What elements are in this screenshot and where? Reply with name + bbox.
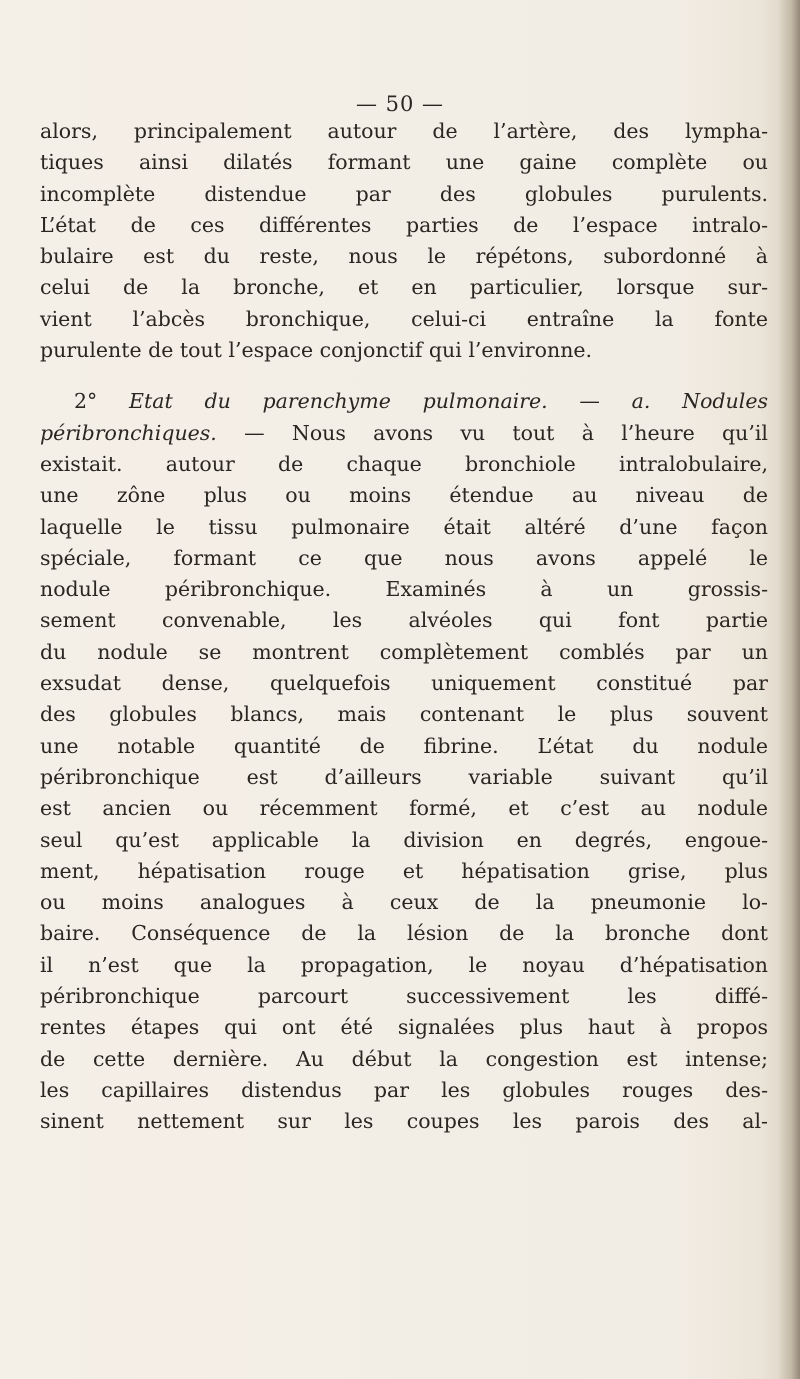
text-line: celui de la bronche, et en particulier, lorsque sur- [40,275,768,300]
subsection-title: a. Nodules [631,389,768,414]
text-line [40,418,768,449]
page-edge-shadow [778,0,800,1379]
paragraph-2 [40,386,768,1137]
text-line: des globules blancs, mais contenant le plus souvent [40,702,768,727]
text-line: purulente de tout l’espace conjonctif qui l’environne. [40,338,593,363]
section-title: Etat du parenchyme pulmonaire. [129,389,548,414]
text-line: tiques ainsi dilatés formant une gaine complète ou [40,150,768,175]
paragraph-1 [40,116,768,366]
text-segment: — Nous avons vu tout à l’heure qu’il [244,420,768,445]
text-line: sement convenable, les alvéoles qui font partie [40,608,768,633]
section-heading-line [40,386,768,417]
section-number: 2° [74,389,98,414]
text-line: est ancien ou récemment formé, et c’est au nodule [40,796,768,821]
text-line: sinent nettement sur les coupes les parois des al- [40,1109,768,1134]
text-line: rentes étapes qui ont été signalées plus haut à propos [40,1015,768,1040]
text-line: une notable quantité de fibrine. L’état du nodule [40,733,768,758]
text-line: laquelle le tissu pulmonaire était altéré d’une façon [40,514,768,539]
text-line: incomplète distendue par des globules purulents. [40,181,768,206]
text-line: péribronchique est d’ailleurs variable suivant qu’il [40,764,768,789]
text-line: les capillaires distendus par les globules rouges des- [40,1077,768,1102]
text-line: ment, hépatisation rouge et hépatisation grise, plus [40,858,768,883]
text-line: bulaire est du reste, nous le répétons, subordonné à [40,244,768,269]
text-line: nodule péribronchique. Examinés à un grossis- [40,577,768,602]
text-line: il n’est que la propagation, le noyau d’hépatisation [40,952,768,977]
paragraph-gap [40,366,768,386]
text-line: baire. Conséquence de la lésion de la bronche dont [40,921,768,946]
text-line: spéciale, formant ce que nous avons appelé le [40,545,768,570]
text-line: alors, principalement autour de l’artère, des lympha- [40,119,768,143]
page-number: — 50 — [355,92,445,116]
text-line: vient l’abcès bronchique, celui-ci entraîne la fonte [40,306,768,331]
text-line: seul qu’est applicable la division en degrés, engoue- [40,827,768,852]
text-line: de cette dernière. Au début la congestion est intense; [40,1046,768,1071]
text-line: une zône plus ou moins étendue au niveau de [40,483,768,508]
text-line: L’état de ces différentes parties de l’espace intralo- [40,212,768,237]
subsection-title-continued: péribronchiques. [40,420,217,445]
text-line: existait. autour de chaque bronchiole intralobulaire, [40,451,768,476]
text-line: du nodule se montrent complètement comblés par un [40,639,768,664]
body-text [40,116,768,1138]
text-line: exsudat dense, quelquefois uniquement constitué par [40,671,768,696]
text-line: péribronchique parcourt successivement les diffé- [40,984,768,1009]
text-line: ou moins analogues à ceux de la pneumonie lo- [40,890,768,915]
heading-dash: — [579,389,600,414]
